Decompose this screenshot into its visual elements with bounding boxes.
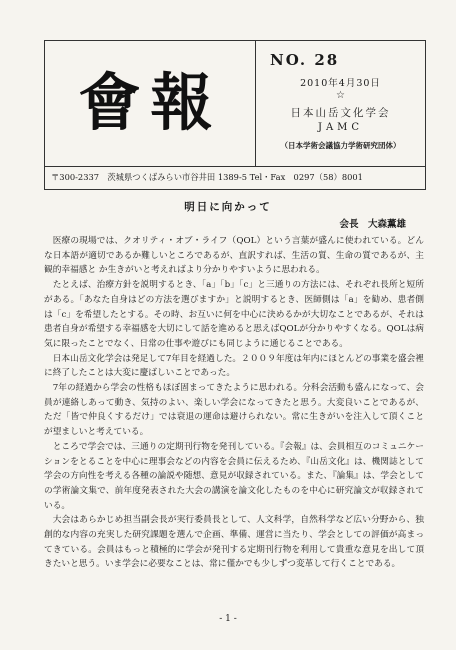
page-number: - 1 - — [219, 614, 237, 624]
organization-name: 日本山岳文化学会 — [290, 107, 391, 119]
issue-info-box — [256, 41, 425, 167]
article-body — [44, 234, 424, 572]
issue-number: NO. 28 — [270, 51, 340, 69]
paragraph: ところで学会では、三通りの定期刊行物を発刊している。『会報』は、会員相互のコミュニケーションをとることを中心に理事会などの内容を会員に伝えるため、『山岳文化』は、機関誌として学会の方向性を考える各種の論説や随想、意見が収録されている。また、『論集』は、学会としての学術論文集で、前年度発表された大会の講演を論文化したものを中心に研究論文が収録されている。 — [44, 441, 424, 511]
paragraph: 大会はあらかじめ担当副会長が実行委員長として、人文科学，自然科学など広い分野から、独創的な内容の充実した研究課題を選んで企画、準備、運営に当たり、学会としての評価が高まってきている。会員はもっと積極的に学会が発刊する定期刊行物を利用して貴重な意見を出して頂きたいと思う。いま学会に必要なことは、常に僅かでも少しずつ変革して行くことである。 — [44, 515, 424, 570]
paragraph: 日本山岳文化学会は発足して7年目を経過した。２００９年度は年内にほとんどの事業を盛会裡に終了したことは大変に慶ばしいことであった。 — [44, 353, 424, 379]
newsletter-logo: 會報 — [78, 66, 223, 139]
issue-date: 2010年4月30日 — [300, 78, 381, 89]
article-author: 会長 大森薫雄 — [339, 219, 406, 230]
paragraph: たとえば、治療方針を説明するとき、「a」「b」「c」と三通りの方法には、それぞれ長所と短所がある。「あなた自身はどの方法を選びますか」と説明するとき、医師側は「a」を勧め、患者側は「c」を希望したとする。その時、お互いに何を中心に決めるかが大切なことであるが、それは患者自身が希望する幸福感を大切にして話を進めると思えばQOLが分かりやすくなる。QOLは病気に限ったことでなく、日常の仕事や遊びにも同じように通じることである。 — [44, 280, 424, 349]
organization-abbreviation: JAMC — [317, 122, 364, 133]
organization-note: （日本学術会議協力学術研究団体） — [280, 141, 401, 150]
contact-address: 〒300-2337 茨城県つくばみらい市谷井田 1389-5 Tel・Fax 0297（58）8001 — [51, 172, 363, 182]
star-icon: ☆ — [336, 90, 345, 101]
logo-box — [45, 41, 256, 167]
newsletter-header — [44, 40, 426, 190]
article-title: 明日に向かって — [184, 201, 272, 213]
paragraph: 医療の現場では、クオリティ・オブ・ライフ（QOL）という言葉が盛んに使われている。どんな日本語が適切であるか難しいところであるが、直訳すれば、生活の質、生命の質であるが、主観的幸福感と か生きがいと考えればより分かりやすいように思われる。 — [44, 236, 424, 276]
paragraph: 7年の経過から学会の性格もほぼ固まってきたように思われる。分科会活動も盛んになって、会員が連絡しあって動き、気持のよい、楽しい学会になってきたと思う。大変良いことであるが、ただ「皆で仲良くするだけ」では衰退の運命は避けられない。常に生きがいを注入して頂くことが望ましいと考えている。 — [44, 383, 424, 438]
